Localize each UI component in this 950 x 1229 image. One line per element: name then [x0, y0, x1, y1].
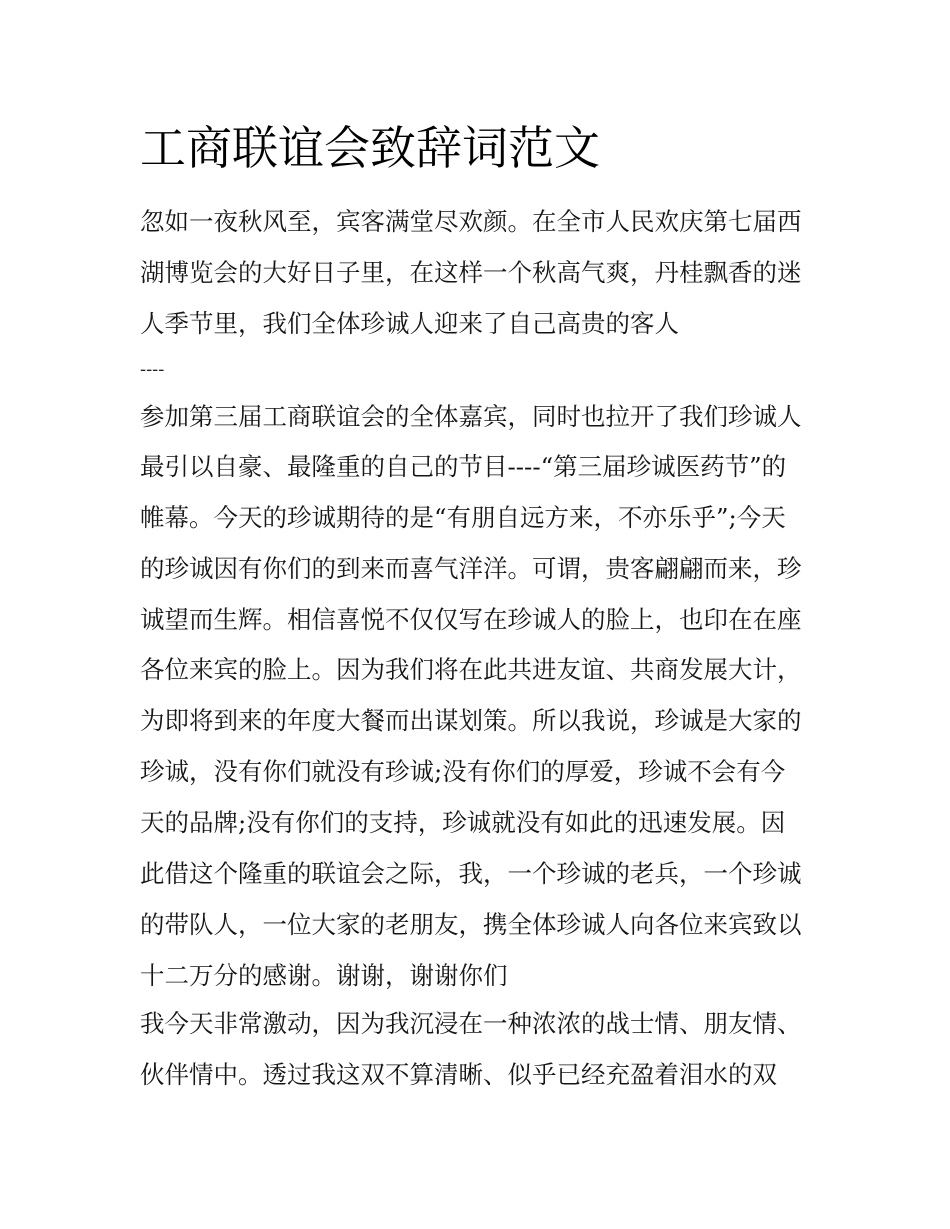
paragraph-line: 的带队人，一位大家的老朋友，携全体珍诚人向各位来宾致以 — [140, 910, 802, 939]
paragraph-line: 此借这个隆重的联谊会之际，我，一个珍诚的老兵，一个珍诚 — [140, 859, 802, 888]
paragraph-line: 十二万分的感谢。谢谢，谢谢你们 — [140, 961, 508, 990]
separator-dashes: ---- — [140, 359, 165, 380]
paragraph-line: 人季节里，我们全体珍诚人迎来了自己高贵的客人 — [140, 309, 679, 338]
paragraph-line: 参加第三届工商联谊会的全体嘉宾，同时也拉开了我们珍诚人 — [140, 402, 802, 431]
paragraph-line: 最引以自豪、最隆重的自己的节目----“第三届珍诚医药节”的 — [140, 452, 787, 481]
paragraph-line: 的珍诚因有你们的到来而喜气洋洋。可谓，贵客翩翩而来，珍 — [140, 554, 802, 583]
paragraph-line: 珍诚，没有你们就没有珍诚;没有你们的厚爱，珍诚不会有今 — [140, 757, 786, 786]
paragraph-line: 伙伴情中。透过我这双不算清晰、似乎已经充盈着泪水的双 — [140, 1060, 777, 1089]
paragraph-line: 为即将到来的年度大餐而出谋划策。所以我说，珍诚是大家的 — [140, 706, 802, 735]
paragraph-line: 忽如一夜秋风至，宾客满堂尽欢颜。在全市人民欢庆第七届西 — [140, 207, 802, 236]
paragraph-line: 各位来宾的脸上。因为我们将在此共进友谊、共商发展大计， — [140, 655, 802, 684]
paragraph-line: 诚望而生辉。相信喜悦不仅仅写在珍诚人的脸上，也印在在座 — [140, 605, 802, 634]
paragraph-line: 湖博览会的大好日子里，在这样一个秋高气爽，丹桂飘香的迷 — [140, 258, 802, 287]
paragraph-line: 天的品牌;没有你们的支持，珍诚就没有如此的迅速发展。因 — [140, 808, 786, 837]
paragraph-line: 我今天非常激动，因为我沉浸在一种浓浓的战士情、朋友情、 — [140, 1009, 802, 1038]
paragraph-line: 帷幕。今天的珍诚期待的是“有朋自远方来，不亦乐乎”;今天 — [140, 503, 786, 532]
document-title: 工商联谊会致辞词范文 — [140, 121, 600, 175]
